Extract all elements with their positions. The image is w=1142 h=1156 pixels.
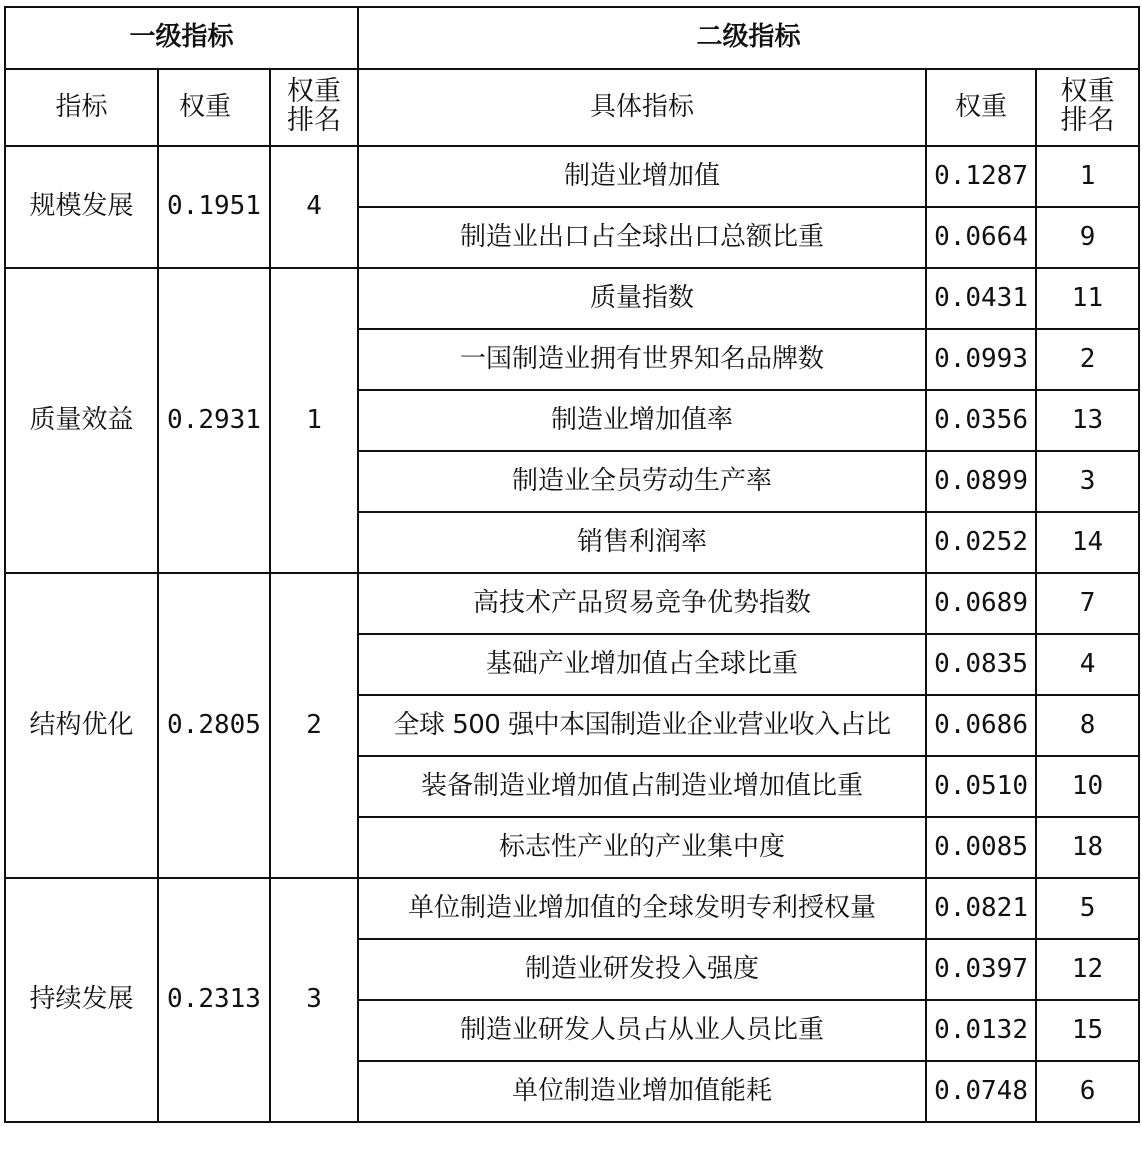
table-row xyxy=(5,268,1139,329)
level2-weight-header: 权重 xyxy=(926,69,1036,146)
level1-group-header: 一级指标 xyxy=(5,7,358,69)
level2-indicator-name: 单位制造业增加值的全球发明专利授权量 xyxy=(358,878,926,939)
level1-indicator-rank: 2 xyxy=(270,573,358,878)
level2-indicator-name: 制造业出口占全球出口总额比重 xyxy=(358,207,926,268)
level2-indicator-name: 制造业增加值率 xyxy=(358,390,926,451)
level1-indicator-rank: 3 xyxy=(270,878,358,1122)
level2-indicator-rank: 10 xyxy=(1036,756,1139,817)
level2-indicator-weight: 0.0397 xyxy=(926,939,1036,1000)
level2-indicator-rank: 6 xyxy=(1036,1061,1139,1122)
level2-indicator-weight: 0.0899 xyxy=(926,451,1036,512)
level2-indicator-rank: 11 xyxy=(1036,268,1139,329)
group-header-row xyxy=(5,7,1139,69)
level2-group-header: 二级指标 xyxy=(358,7,1139,69)
level2-indicator-name: 销售利润率 xyxy=(358,512,926,573)
level2-indicator-name: 单位制造业增加值能耗 xyxy=(358,1061,926,1122)
level2-indicator-weight: 0.0252 xyxy=(926,512,1036,573)
level2-indicator-name: 制造业研发人员占从业人员比重 xyxy=(358,1000,926,1061)
level2-indicator-weight: 0.0686 xyxy=(926,695,1036,756)
level2-indicator-weight: 0.0748 xyxy=(926,1061,1036,1122)
level2-indicator-weight: 0.1287 xyxy=(926,146,1036,207)
level2-indicator-name: 制造业研发投入强度 xyxy=(358,939,926,1000)
level1-indicator-weight: 0.2931 xyxy=(158,268,270,573)
level2-indicator-weight: 0.0993 xyxy=(926,329,1036,390)
level2-indicator-rank: 8 xyxy=(1036,695,1139,756)
level1-indicator-name: 结构优化 xyxy=(5,573,158,878)
level2-indicator-name: 一国制造业拥有世界知名品牌数 xyxy=(358,329,926,390)
level1-indicator-weight: 0.2805 xyxy=(158,573,270,878)
level2-rank-header-line2: 排名 xyxy=(1060,104,1115,136)
level2-indicator-name: 标志性产业的产业集中度 xyxy=(358,817,926,878)
level2-indicator-name: 制造业全员劳动生产率 xyxy=(358,451,926,512)
level2-indicator-weight: 0.0835 xyxy=(926,634,1036,695)
level2-indicator-weight: 0.0689 xyxy=(926,573,1036,634)
level1-indicator-weight: 0.2313 xyxy=(158,878,270,1122)
table-row xyxy=(5,573,1139,634)
level2-indicator-rank: 13 xyxy=(1036,390,1139,451)
level2-indicator-rank: 1 xyxy=(1036,146,1139,207)
level1-rank-header-line2: 排名 xyxy=(287,104,342,136)
level1-rank-header xyxy=(270,69,358,146)
level1-indicator-name: 质量效益 xyxy=(5,268,158,573)
level2-indicator-rank: 5 xyxy=(1036,878,1139,939)
level2-indicator-weight: 0.0085 xyxy=(926,817,1036,878)
level1-indicator-name: 持续发展 xyxy=(5,878,158,1122)
level2-indicator-rank: 9 xyxy=(1036,207,1139,268)
level1-name-header: 指标 xyxy=(5,69,158,146)
level2-indicator-rank: 14 xyxy=(1036,512,1139,573)
level1-weight-header: 权重 xyxy=(158,69,270,146)
level2-indicator-rank: 15 xyxy=(1036,1000,1139,1061)
level2-indicator-name: 装备制造业增加值占制造业增加值比重 xyxy=(358,756,926,817)
indicator-weight-table xyxy=(4,6,1140,1123)
level2-indicator-name: 高技术产品贸易竞争优势指数 xyxy=(358,573,926,634)
level2-rank-header xyxy=(1036,69,1139,146)
level2-indicator-name: 基础产业增加值占全球比重 xyxy=(358,634,926,695)
level2-indicator-weight: 0.0664 xyxy=(926,207,1036,268)
level2-indicator-rank: 12 xyxy=(1036,939,1139,1000)
level2-indicator-weight: 0.0821 xyxy=(926,878,1036,939)
level2-indicator-rank: 4 xyxy=(1036,634,1139,695)
level2-indicator-rank: 7 xyxy=(1036,573,1139,634)
level2-indicator-name: 质量指数 xyxy=(358,268,926,329)
level2-indicator-weight: 0.0431 xyxy=(926,268,1036,329)
level1-indicator-name: 规模发展 xyxy=(5,146,158,268)
level2-indicator-rank: 3 xyxy=(1036,451,1139,512)
column-header-row xyxy=(5,69,1139,146)
level2-indicator-rank: 18 xyxy=(1036,817,1139,878)
level2-indicator-weight: 0.0510 xyxy=(926,756,1036,817)
level1-indicator-rank: 4 xyxy=(270,146,358,268)
level2-indicator-rank: 2 xyxy=(1036,329,1139,390)
level2-indicator-name: 制造业增加值 xyxy=(358,146,926,207)
level1-indicator-rank: 1 xyxy=(270,268,358,573)
level2-indicator-name: 全球 500 强中本国制造业企业营业收入占比 xyxy=(358,695,926,756)
level1-indicator-weight: 0.1951 xyxy=(158,146,270,268)
level2-rank-header-line1: 权重 xyxy=(1060,76,1115,108)
table-row xyxy=(5,146,1139,207)
level2-name-header: 具体指标 xyxy=(358,69,926,146)
level2-indicator-weight: 0.0132 xyxy=(926,1000,1036,1061)
level2-indicator-weight: 0.0356 xyxy=(926,390,1036,451)
level1-rank-header-line1: 权重 xyxy=(287,76,342,108)
table-row xyxy=(5,878,1139,939)
